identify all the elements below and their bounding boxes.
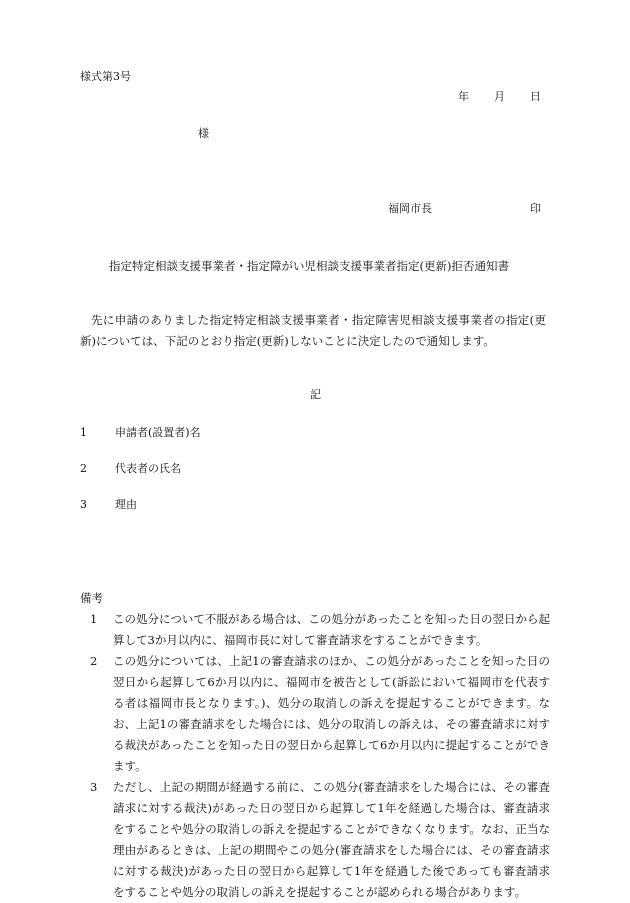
note-number: 1 [90,612,98,626]
item-label: 申請者(設置者)名 [115,426,201,439]
seal-mark: 印 [530,202,541,215]
date-day-label: 日 [530,90,541,103]
note-number: 3 [90,780,98,794]
item-reason [80,499,137,510]
note-text: この処分について不服がある場合は、この処分があったことを知った日の翌日から起算して3か月以内に、福岡市長に対して審査請求をすることができます。 [113,612,550,647]
item-number: 1 [80,426,87,439]
note-text: この処分については、上記1の審査請求のほか、この処分があったことを知った日の翌日から起算して6か月以内に、福岡市を被告として(訴訟において福岡市を代表する者は福岡市長となります。)、処分の取消しの訴えを提起することができます。なお、上記1の審査請求をした場合には、処分の取消しの訴えは、その審査請求に対する裁決があったことを知った日の翌日から起算して6か月以内に提起することができます。 [113,654,550,773]
body-paragraph: 先に申請のありました指定特定相談支援事業者・指定障害児相談支援事業者の指定(更新)については、下記のとおり指定(更新)しないことに決定したので通知します。 [80,313,546,348]
ki-marker: 記 [310,388,321,401]
note-item [80,777,550,903]
note-number: 2 [90,654,98,668]
notes-title: 備考 [80,591,103,605]
addressee-suffix: 様 [198,127,209,140]
note-item [80,609,550,651]
item-applicant [80,427,201,438]
item-number: 2 [80,462,87,475]
note-item [80,651,550,777]
form-number: 様式第3号 [80,70,131,83]
document-title: 指定特定相談支援事業者・指定障がい児相談支援事業者指定(更新)拒否通知書 [109,259,509,273]
item-number: 3 [80,498,87,511]
note-text: ただし、上記の期間が経過する前に、この処分(審査請求をした場合には、その審査請求に対する裁決)があった日の翌日から起算して1年を経過した場合は、審査請求をすることや処分の取消しの訴えを提起することができなくなります。なお、正当な理由があるときは、上記の期間やこの処分(審査請求をした場合には、その審査請求に対する裁決)があった日の翌日から起算して1年を経過した後であっても審査請求をすることや処分の取消しの訴えを提起することが認められる場合があります。 [113,780,550,899]
date-year-label: 年 [458,90,469,103]
item-label: 理由 [115,498,137,511]
notes-section [80,588,550,903]
item-representative [80,463,181,474]
item-label: 代表者の氏名 [115,462,181,475]
issuer-name: 福岡市長 [388,202,432,215]
date-month-label: 月 [494,90,505,103]
